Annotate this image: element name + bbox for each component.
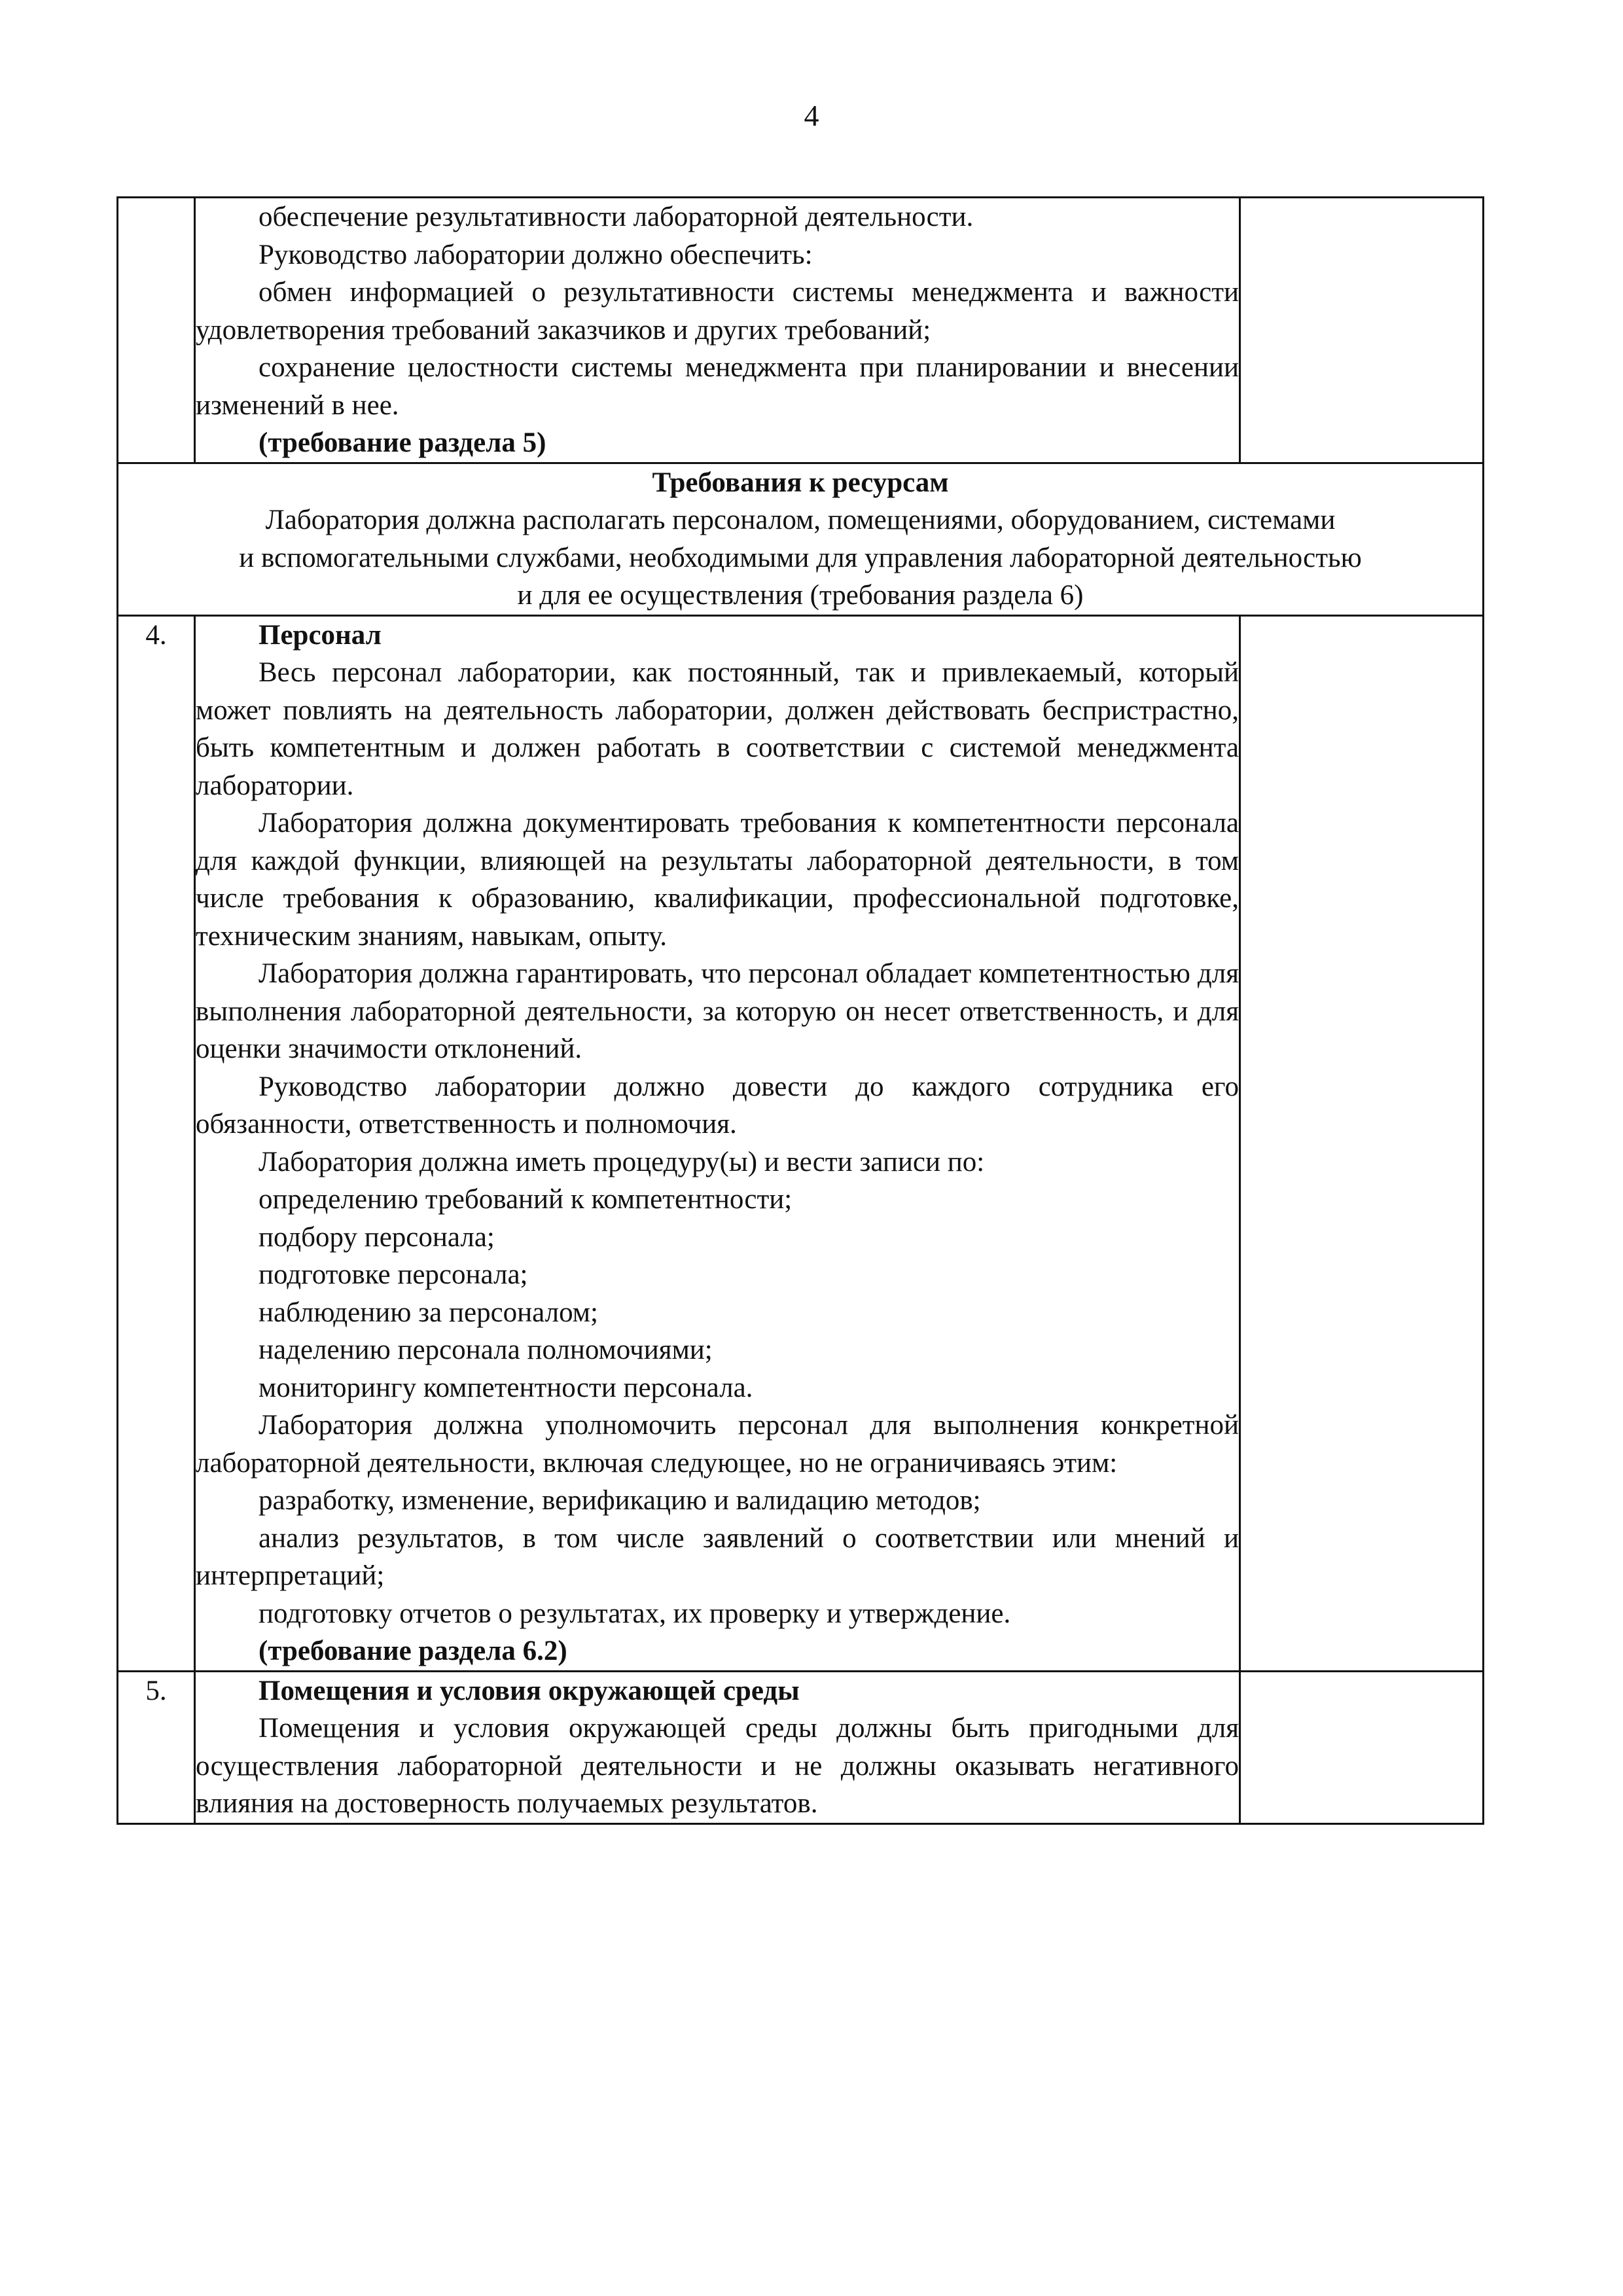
- text-cell: [195, 1671, 1240, 1823]
- section-header-cell: [118, 463, 1484, 615]
- note-cell: [1240, 1671, 1484, 1823]
- note-cell: [1240, 198, 1484, 463]
- paragraph: Руководство лаборатории должно обеспечить:: [259, 239, 813, 270]
- requirement-reference: (требование раздела 6.2): [259, 1636, 567, 1666]
- paragraph: обеспечение результативности лабораторной деятельности.: [259, 202, 974, 232]
- item-heading: Помещения и условия окружающей среды: [259, 1675, 800, 1706]
- list-item: подготовку отчетов о результатах, их проверку и утверждение.: [259, 1598, 1011, 1629]
- paragraph: Лаборатория должна уполномочить персонал для выполнения конкретной лабораторной деятельности, включая следующее, но не ограничиваясь этим:: [196, 1410, 1239, 1479]
- section-description-line: и для ее осуществления (требования раздела 6): [517, 580, 1084, 611]
- item-number: 5.: [118, 1671, 195, 1823]
- requirements-table: [116, 196, 1484, 1825]
- text-cell: [195, 198, 1240, 463]
- list-item: мониторингу компетентности персонала.: [259, 1372, 753, 1403]
- paragraph: сохранение целостности системы менеджмента при планировании и внесении изменений в нее.: [196, 352, 1239, 421]
- list-item: подбору персонала;: [259, 1221, 495, 1253]
- requirement-reference: (требование раздела 5): [259, 427, 546, 458]
- section-header-row: [118, 463, 1484, 615]
- text-cell: [195, 615, 1240, 1671]
- page-number: 4: [804, 99, 819, 132]
- list-item: подготовке персонала;: [259, 1259, 528, 1290]
- table-row-item-5: [118, 1671, 1484, 1823]
- list-item: наблюдению за персоналом;: [259, 1297, 598, 1328]
- item-heading: Персонал: [259, 619, 382, 651]
- paragraph: Весь персонал лаборатории, как постоянный, так и привлекаемый, который может повлиять на деятельность лаборатории, должен действовать беспристрастно, быть компетентным и должен работать в соответствии с системой менеджмента лаборатории.: [196, 657, 1239, 801]
- number-cell: [118, 198, 195, 463]
- list-item: разработку, изменение, верификацию и валидацию методов;: [259, 1485, 981, 1516]
- list-item: анализ результатов, в том числе заявлений о соответствии или мнений и интерпретаций;: [196, 1522, 1239, 1591]
- section-description-line: и вспомогательными службами, необходимыми для управления лабораторной деятельностью: [239, 542, 1362, 573]
- note-cell: [1240, 615, 1484, 1671]
- paragraph: Лаборатория должна гарантировать, что персонал обладает компетентностью для выполнения лабораторной деятельности, за которую он несет ответственность, и для оценки значимости отклонений.: [196, 958, 1239, 1064]
- table-row-continued: [118, 198, 1484, 463]
- paragraph: Руководство лаборатории должно довести до каждого сотрудника его обязанности, ответственность и полномочия.: [196, 1071, 1239, 1139]
- section-title: Требования к ресурсам: [652, 467, 949, 498]
- list-item: наделению персонала полномочиями;: [259, 1335, 713, 1365]
- paragraph: Лаборатория должна документировать требования к компетентности персонала для каждой функции, влияющей на результаты лабораторной деятельности, в том числе требования к образованию, квалификации, профессиональной подготовке, техническим знаниям, навыкам, опыту.: [196, 808, 1239, 952]
- paragraph: Помещения и условия окружающей среды должны быть пригодными для осуществления лабораторной деятельности и не должны оказывать негативного влияния на достоверность получаемых результатов.: [196, 1713, 1239, 1819]
- paragraph: обмен информацией о результативности системы менеджмента и важности удовлетворения требований заказчиков и других требований;: [196, 277, 1239, 346]
- item-number: 4.: [118, 615, 195, 1671]
- table-row-item-4: [118, 615, 1484, 1671]
- list-item: определению требований к компетентности;: [259, 1184, 793, 1215]
- section-description-line: Лаборатория должна располагать персоналом, помещениями, оборудованием, системами: [265, 505, 1336, 535]
- paragraph: Лаборатория должна иметь процедуру(ы) и вести записи по:: [259, 1146, 985, 1177]
